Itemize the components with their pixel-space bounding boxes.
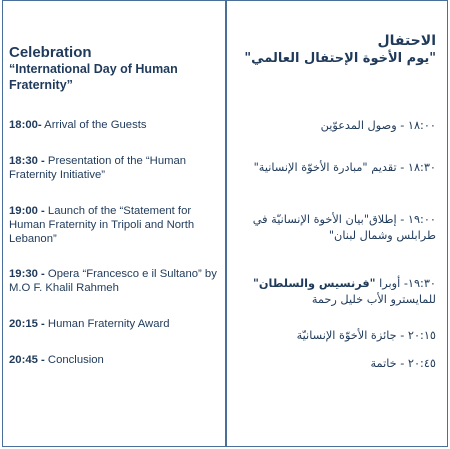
item-text: Launch of the “Statement for Human Fraternity in Tripoli and North Lebanon” — [9, 205, 195, 245]
english-item-statement — [9, 204, 219, 246]
item-text: Opera “Francesco e il Sultano” by M.O F. Khalil Rahmeh — [9, 268, 217, 294]
item-text-pre: ١٩:٣٠- أوبرا — [375, 277, 436, 290]
arabic-item-opera — [231, 276, 436, 308]
item-text-post: للمايسترو الأب خليل رحمة — [311, 293, 436, 306]
item-time: 18:30 - — [9, 155, 45, 167]
english-item-opera — [9, 267, 219, 295]
item-text: Presentation of the “Human Fraternity Initiative” — [9, 155, 187, 181]
english-title: Celebration — [9, 44, 92, 61]
column-divider — [225, 0, 227, 447]
english-item-award — [9, 317, 219, 331]
arabic-item-conclusion: ٢٠:٤٥ - خاتمة — [370, 357, 436, 370]
item-time: 19:30 - — [9, 268, 45, 280]
arabic-item-statement: ١٩:٠٠ - إطلاق"بيان الأخوة الإنسانيّة في طرابلس وشمال لبنان" — [252, 213, 436, 242]
item-time: 18:00- — [9, 119, 42, 131]
item-text-bold: "فرنسيس والسلطان" — [252, 277, 376, 290]
item-time: 19:00 - — [9, 205, 45, 217]
item-text: Conclusion — [44, 354, 104, 366]
arabic-title: الاحتفال — [377, 33, 436, 49]
item-time: 20:45 - — [9, 354, 45, 366]
arabic-item-presentation: ١٨:٣٠ - تقديم "مبادرة الأخوّة الإنسانية" — [253, 161, 436, 174]
english-subtitle: “International Day of Human Fraternity” — [9, 62, 178, 92]
item-text: Arrival of the Guests — [41, 119, 147, 131]
english-item-conclusion — [9, 353, 219, 367]
english-item-arrival — [9, 118, 219, 132]
arabic-item-award: ٢٠:١٥ - جائزة الأخوّة الإنسانيّة — [296, 329, 436, 342]
item-text: Human Fraternity Award — [44, 318, 170, 330]
item-time: 20:15 - — [9, 318, 45, 330]
english-item-presentation — [9, 154, 219, 182]
arabic-item-arrival: ١٨:٠٠ - وصول المدعوّين — [320, 119, 436, 132]
english-column — [9, 44, 219, 366]
arabic-column — [231, 32, 436, 370]
arabic-subtitle: "يوم الأخوة الإحتفال العالمي" — [244, 51, 436, 66]
